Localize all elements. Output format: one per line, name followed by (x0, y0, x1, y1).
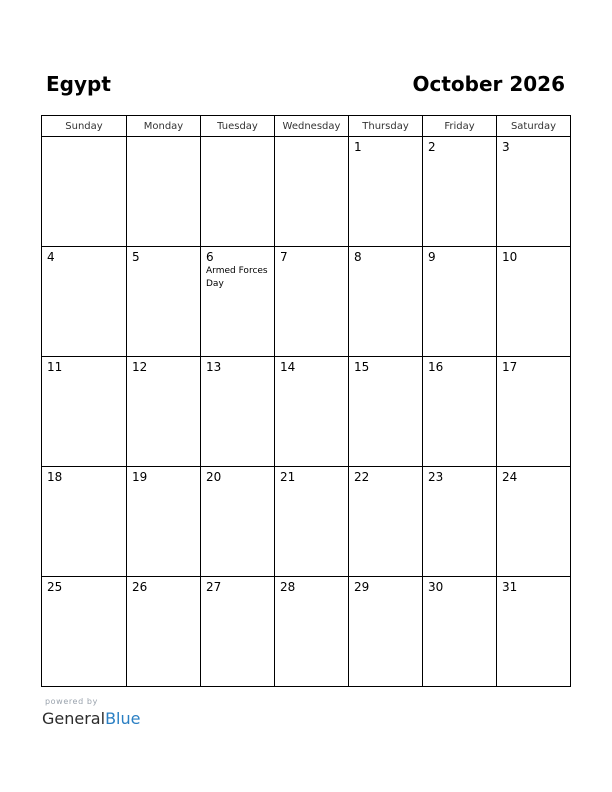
weekday-header: Saturday (497, 116, 571, 137)
day-number: 14 (280, 360, 296, 374)
day-cell (275, 577, 349, 687)
day-number: 8 (354, 250, 362, 264)
day-number: 13 (206, 360, 222, 374)
day-number: 7 (280, 250, 288, 264)
day-cell (201, 247, 275, 357)
day-cell (275, 247, 349, 357)
day-cell (349, 357, 423, 467)
day-cell (201, 357, 275, 467)
week-row (42, 247, 571, 357)
day-number: 30 (428, 580, 444, 594)
day-number: 9 (428, 250, 436, 264)
day-cell (42, 137, 127, 247)
day-number: 1 (354, 140, 362, 154)
day-number: 24 (502, 470, 518, 484)
day-cell (127, 467, 201, 577)
holiday-label: Armed Forces Day (206, 266, 268, 289)
day-cell (42, 577, 127, 687)
day-number: 3 (502, 140, 510, 154)
day-number: 19 (132, 470, 148, 484)
day-cell (497, 137, 571, 247)
day-number: 17 (502, 360, 518, 374)
day-cell (423, 247, 497, 357)
day-number: 29 (354, 580, 370, 594)
day-cell (127, 357, 201, 467)
day-cell (497, 247, 571, 357)
day-cell (275, 137, 349, 247)
day-number: 23 (428, 470, 444, 484)
powered-by-label: powered by (45, 697, 98, 706)
day-number: 26 (132, 580, 148, 594)
day-cell (349, 247, 423, 357)
weekday-header: Wednesday (275, 116, 349, 137)
day-number: 18 (47, 470, 63, 484)
day-number: 4 (47, 250, 55, 264)
logo-blue-text: Blue (105, 709, 141, 728)
week-row (42, 137, 571, 247)
weekday-header: Thursday (349, 116, 423, 137)
day-number: 31 (502, 580, 518, 594)
day-number: 25 (47, 580, 63, 594)
day-cell (201, 577, 275, 687)
day-cell (127, 247, 201, 357)
day-cell (275, 467, 349, 577)
day-cell (497, 577, 571, 687)
day-cell (349, 137, 423, 247)
calendar-grid (41, 115, 571, 687)
weekday-header-row (42, 116, 571, 137)
day-number: 28 (280, 580, 296, 594)
day-number: 11 (47, 360, 63, 374)
weekday-header: Sunday (42, 116, 127, 137)
day-cell (349, 577, 423, 687)
day-number: 6 (206, 250, 214, 264)
day-number: 5 (132, 250, 140, 264)
day-cell (423, 467, 497, 577)
day-cell (127, 577, 201, 687)
month-year-title: October 2026 (412, 72, 565, 96)
day-cell (42, 467, 127, 577)
day-number: 22 (354, 470, 370, 484)
day-number: 10 (502, 250, 518, 264)
day-cell (497, 467, 571, 577)
weekday-header: Monday (127, 116, 201, 137)
weekday-header: Friday (423, 116, 497, 137)
day-number: 16 (428, 360, 444, 374)
day-number: 2 (428, 140, 436, 154)
weekday-header: Tuesday (201, 116, 275, 137)
week-row (42, 467, 571, 577)
day-cell (423, 357, 497, 467)
day-cell (349, 467, 423, 577)
week-row (42, 357, 571, 467)
day-number: 20 (206, 470, 222, 484)
day-number: 15 (354, 360, 370, 374)
week-row (42, 577, 571, 687)
day-number: 12 (132, 360, 148, 374)
day-cell (423, 137, 497, 247)
day-cell (201, 467, 275, 577)
country-title: Egypt (46, 72, 111, 96)
day-cell (423, 577, 497, 687)
generalblue-logo[interactable] (42, 709, 140, 729)
day-cell (42, 357, 127, 467)
logo-general-text: General (42, 709, 106, 728)
day-cell (275, 357, 349, 467)
day-cell (497, 357, 571, 467)
day-cell (201, 137, 275, 247)
day-number: 27 (206, 580, 222, 594)
day-cell (42, 247, 127, 357)
day-number: 21 (280, 470, 296, 484)
day-cell (127, 137, 201, 247)
